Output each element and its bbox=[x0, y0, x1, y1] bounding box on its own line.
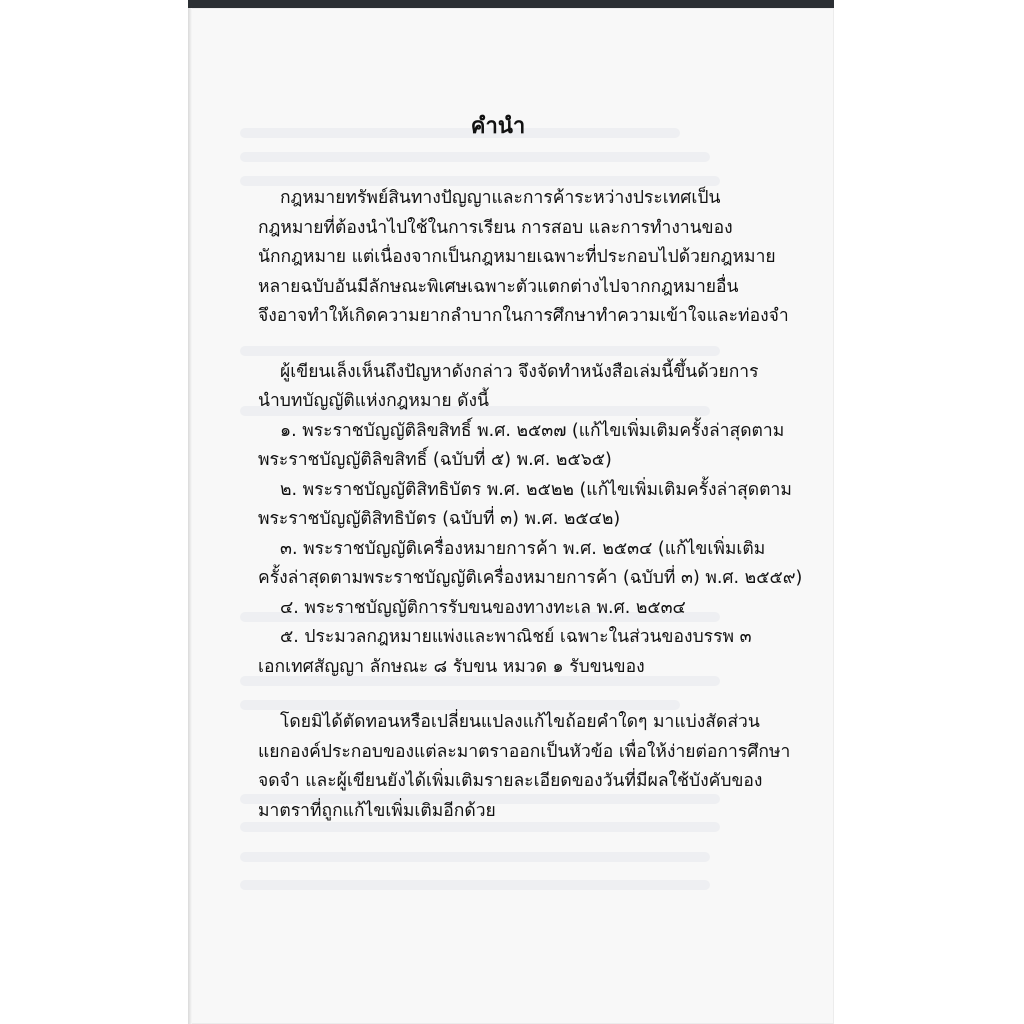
list-item bbox=[258, 476, 792, 535]
list-item-line: ๓. พระราชบัญญัติเครื่องหมายการค้า พ.ศ. ๒๕๓๔ (แก้ไขเพิ่มเติม bbox=[280, 538, 766, 559]
text-line: กฎหมายที่ต้องนำไปใช้ในการเรียน การสอบ และการทำงานของ bbox=[258, 217, 733, 238]
list-item-line: ครั้งล่าสุดตามพระราชบัญญัติเครื่องหมายการค้า (ฉบับที่ ๓) พ.ศ. ๒๕๕๙) bbox=[258, 568, 803, 588]
text-line: จึงอาจทำให้เกิดความยากลำบากในการศึกษาทำความเข้าใจและท่องจำ bbox=[258, 306, 789, 326]
text-line: จดจำ และผู้เขียนยังได้เพิ่มเติมรายละเอียดของวันที่มีผลใช้บังคับของ bbox=[258, 771, 763, 791]
text-line: หลายฉบับอันมีลักษณะพิเศษเฉพาะตัวแตกต่างไปจากกฎหมายอื่น bbox=[258, 276, 739, 297]
text-line: มาตราที่ถูกแก้ไขเพิ่มเติมอีกด้วย bbox=[258, 800, 496, 821]
text-line: โดยมิได้ตัดทอนหรือเปลี่ยนแปลงแก้ไขถ้อยคำใดๆ มาแบ่งสัดส่วน bbox=[280, 712, 760, 732]
paragraph-intro bbox=[258, 184, 789, 332]
list-item-line: ๔. พระราชบัญญัติการรับขนของทางทะเล พ.ศ. ๒๕๓๔ bbox=[280, 597, 686, 618]
law-list bbox=[258, 417, 803, 683]
list-item bbox=[258, 535, 803, 594]
text-line: แยกองค์ประกอบของแต่ละมาตราออกเป็นหัวข้อ เพื่อให้ง่ายต่อการศึกษา bbox=[258, 741, 791, 762]
list-item bbox=[258, 417, 785, 476]
list-item-line: ๒. พระราชบัญญัติสิทธิบัตร พ.ศ. ๒๕๒๒ (แก้ไขเพิ่มเติมครั้งล่าสุดตาม bbox=[280, 479, 792, 500]
paragraph-purpose bbox=[258, 358, 759, 417]
list-item-line: ๕. ประมวลกฎหมายแพ่งและพาณิชย์ เฉพาะในส่วนของบรรพ ๓ bbox=[280, 627, 752, 647]
text-line: นักกฎหมาย แต่เนื่องจากเป็นกฎหมายเฉพาะที่ประกอบไปด้วยกฎหมาย bbox=[258, 247, 776, 267]
text-line: นำบทบัญญัติแห่งกฎหมาย ดังนี้ bbox=[258, 391, 490, 411]
list-item-line: เอกเทศสัญญา ลักษณะ ๘ รับขน หมวด ๑ รับขนของ bbox=[258, 656, 645, 677]
book-top-edge bbox=[188, 0, 834, 8]
page-title: คำนำ bbox=[470, 114, 526, 139]
paragraph-method bbox=[258, 708, 791, 826]
list-item-line: พระราชบัญญัติลิขสิทธิ์ (ฉบับที่ ๕) พ.ศ. ๒๕๖๕) bbox=[258, 450, 612, 470]
list-item-line: ๑. พระราชบัญญัติลิขสิทธิ์ พ.ศ. ๒๕๓๗ (แก้ไขเพิ่มเติมครั้งล่าสุดตาม bbox=[280, 420, 785, 441]
list-item-line: พระราชบัญญัติสิทธิบัตร (ฉบับที่ ๓) พ.ศ. ๒๕๔๒) bbox=[258, 509, 621, 529]
list-item bbox=[258, 594, 738, 624]
list-item bbox=[258, 623, 752, 682]
page-content bbox=[258, 112, 803, 826]
text-line: กฎหมายทรัพย์สินทางปัญญาและการค้าระหว่างประเทศเป็น bbox=[280, 188, 721, 208]
page-edge-shadow bbox=[188, 8, 192, 1024]
text-line: ผู้เขียนเล็งเห็นถึงปัญหาดังกล่าว จึงจัดทำหนังสือเล่มนี้ขึ้นด้วยการ bbox=[280, 361, 759, 382]
